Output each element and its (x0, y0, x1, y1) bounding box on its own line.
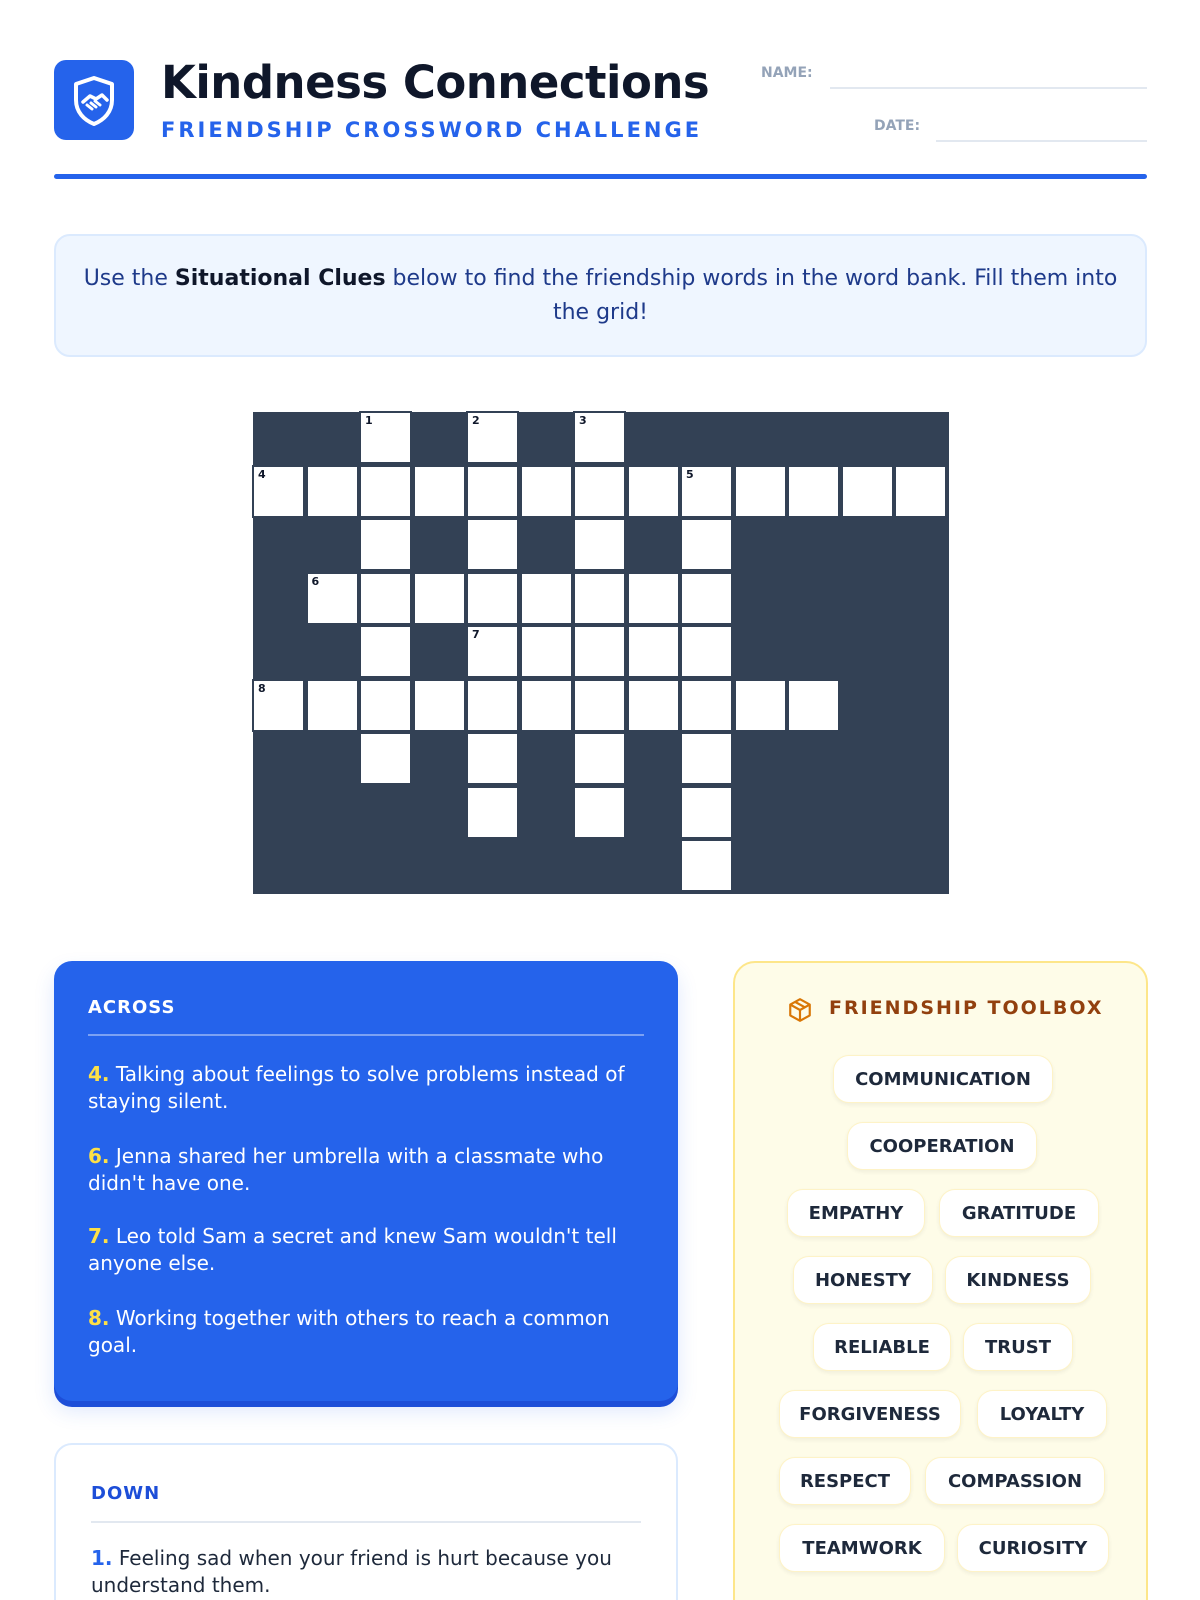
grid-cell[interactable] (466, 518, 519, 571)
clue-number: 4. (88, 1062, 110, 1086)
grid-cell[interactable] (787, 465, 840, 518)
clue-text: Leo told Sam a secret and knew Sam wouldn't tell anyone else. (88, 1224, 617, 1275)
grid-cell[interactable] (359, 732, 412, 785)
grid-cell[interactable] (520, 465, 573, 518)
grid-cell[interactable] (466, 786, 519, 839)
grid-cell[interactable] (520, 572, 573, 625)
grid-cell[interactable] (306, 465, 359, 518)
grid-cell[interactable] (573, 572, 626, 625)
clue-number: 7. (88, 1224, 110, 1248)
clue-number: 6. (88, 1144, 110, 1168)
page-title: Kindness Connections (161, 56, 710, 109)
divider (91, 1521, 641, 1523)
grid-cell[interactable] (680, 839, 733, 892)
grid-cell[interactable] (841, 465, 894, 518)
grid-cell[interactable] (359, 518, 412, 571)
page-subtitle: FRIENDSHIP CROSSWORD CHALLENGE (161, 118, 703, 142)
grid-cell[interactable] (573, 465, 626, 518)
word-chip-gratitude: GRATITUDE (939, 1189, 1099, 1237)
grid-cell[interactable] (573, 679, 626, 732)
instructions-prefix: Use the (83, 266, 175, 291)
grid-cell[interactable] (680, 465, 733, 518)
crossword-grid (253, 412, 949, 894)
grid-clue-number: 8 (258, 681, 266, 695)
grid-cell[interactable] (359, 572, 412, 625)
clue-text: Working together with others to reach a common goal. (88, 1306, 610, 1357)
name-label: NAME: (761, 65, 813, 81)
instructions-suffix: below to find the friendship words in the word bank. Fill them into the grid! (385, 266, 1118, 325)
grid-cell[interactable] (627, 679, 680, 732)
grid-cell[interactable] (734, 465, 787, 518)
word-chip-trust: TRUST (963, 1323, 1073, 1371)
clue-number: 1. (91, 1546, 113, 1570)
word-chip-loyalty: LOYALTY (977, 1390, 1107, 1438)
word-chip-curiosity: CURIOSITY (957, 1524, 1109, 1572)
grid-cell[interactable] (306, 572, 359, 625)
clue-across-6 (88, 1143, 628, 1197)
grid-cell[interactable] (466, 625, 519, 678)
grid-cell[interactable] (306, 679, 359, 732)
clue-across-8 (88, 1305, 628, 1359)
grid-cell[interactable] (520, 679, 573, 732)
grid-cell[interactable] (680, 679, 733, 732)
grid-cell[interactable] (359, 465, 412, 518)
clue-across-4 (88, 1061, 628, 1115)
grid-clue-number: 2 (472, 414, 480, 427)
grid-clue-number: 5 (686, 467, 694, 481)
toolbox-title: FRIENDSHIP TOOLBOX (829, 997, 1104, 1019)
grid-cell[interactable] (680, 572, 733, 625)
grid-cell[interactable] (894, 465, 947, 518)
word-chip-teamwork: TEAMWORK (779, 1524, 945, 1572)
grid-cell[interactable] (466, 411, 519, 464)
down-clues-panel (54, 1443, 678, 1600)
down-heading: DOWN (91, 1483, 161, 1504)
grid-cell[interactable] (627, 465, 680, 518)
across-heading: ACROSS (88, 997, 176, 1018)
grid-cell[interactable] (466, 732, 519, 785)
grid-clue-number: 6 (311, 574, 320, 588)
grid-cell[interactable] (466, 465, 519, 518)
grid-cell[interactable] (573, 518, 626, 571)
word-chip-compassion: COMPASSION (925, 1457, 1105, 1505)
grid-cell[interactable] (359, 679, 412, 732)
header-divider (54, 174, 1147, 179)
date-label: DATE: (874, 118, 921, 134)
grid-cell[interactable] (466, 679, 519, 732)
clue-number: 8. (88, 1306, 110, 1330)
grid-cell[interactable] (680, 518, 733, 571)
grid-cell[interactable] (573, 732, 626, 785)
grid-cell[interactable] (573, 786, 626, 839)
word-chip-cooperation: COOPERATION (847, 1122, 1037, 1170)
grid-clue-number: 1 (365, 414, 373, 427)
handshake-shield-icon (66, 72, 122, 128)
worksheet-header (54, 58, 1147, 178)
logo (54, 60, 134, 140)
instructions-emphasis: Situational Clues (174, 266, 386, 291)
clue-across-7 (88, 1223, 628, 1277)
grid-cell[interactable] (734, 679, 787, 732)
grid-cell[interactable] (680, 786, 733, 839)
name-field[interactable] (830, 87, 1147, 89)
grid-cell[interactable] (680, 732, 733, 785)
across-clues-panel (54, 961, 678, 1401)
grid-clue-number: 3 (579, 414, 587, 427)
grid-cell[interactable] (573, 625, 626, 678)
grid-cell[interactable] (413, 679, 466, 732)
word-chip-communication: COMMUNICATION (833, 1055, 1053, 1103)
grid-cell[interactable] (680, 625, 733, 678)
clue-text: Talking about feelings to solve problems instead of staying silent. (88, 1062, 625, 1113)
grid-cell[interactable] (573, 411, 626, 464)
grid-clue-number: 4 (258, 467, 266, 481)
word-chip-kindness: KINDNESS (945, 1256, 1091, 1304)
clue-text: Jenna shared her umbrella with a classmate who didn't have one. (88, 1144, 604, 1195)
grid-cell[interactable] (627, 572, 680, 625)
word-chip-respect: RESPECT (779, 1457, 911, 1505)
grid-cell[interactable] (413, 465, 466, 518)
box-icon (787, 997, 813, 1023)
word-chip-honesty: HONESTY (793, 1256, 933, 1304)
grid-cell[interactable] (627, 625, 680, 678)
word-bank-panel (733, 961, 1148, 1600)
grid-cell[interactable] (359, 411, 412, 464)
word-chip-forgiveness: FORGIVENESS (779, 1390, 961, 1438)
grid-cell[interactable] (252, 679, 305, 732)
grid-clue-number: 7 (472, 628, 480, 641)
divider (88, 1034, 644, 1036)
grid-cell[interactable] (252, 465, 305, 518)
grid-cell[interactable] (520, 625, 573, 678)
grid-cell[interactable] (413, 572, 466, 625)
grid-cell[interactable] (466, 572, 519, 625)
toolbox-heading (791, 997, 1104, 1019)
clue-text: Feeling sad when your friend is hurt because you understand them. (91, 1546, 612, 1597)
grid-cell[interactable] (787, 679, 840, 732)
instructions-box (54, 234, 1147, 357)
date-field[interactable] (936, 140, 1147, 142)
word-chip-empathy: EMPATHY (787, 1189, 925, 1237)
word-chip-reliable: RELIABLE (813, 1323, 951, 1371)
clue-down-1 (91, 1545, 631, 1599)
grid-cell[interactable] (359, 625, 412, 678)
